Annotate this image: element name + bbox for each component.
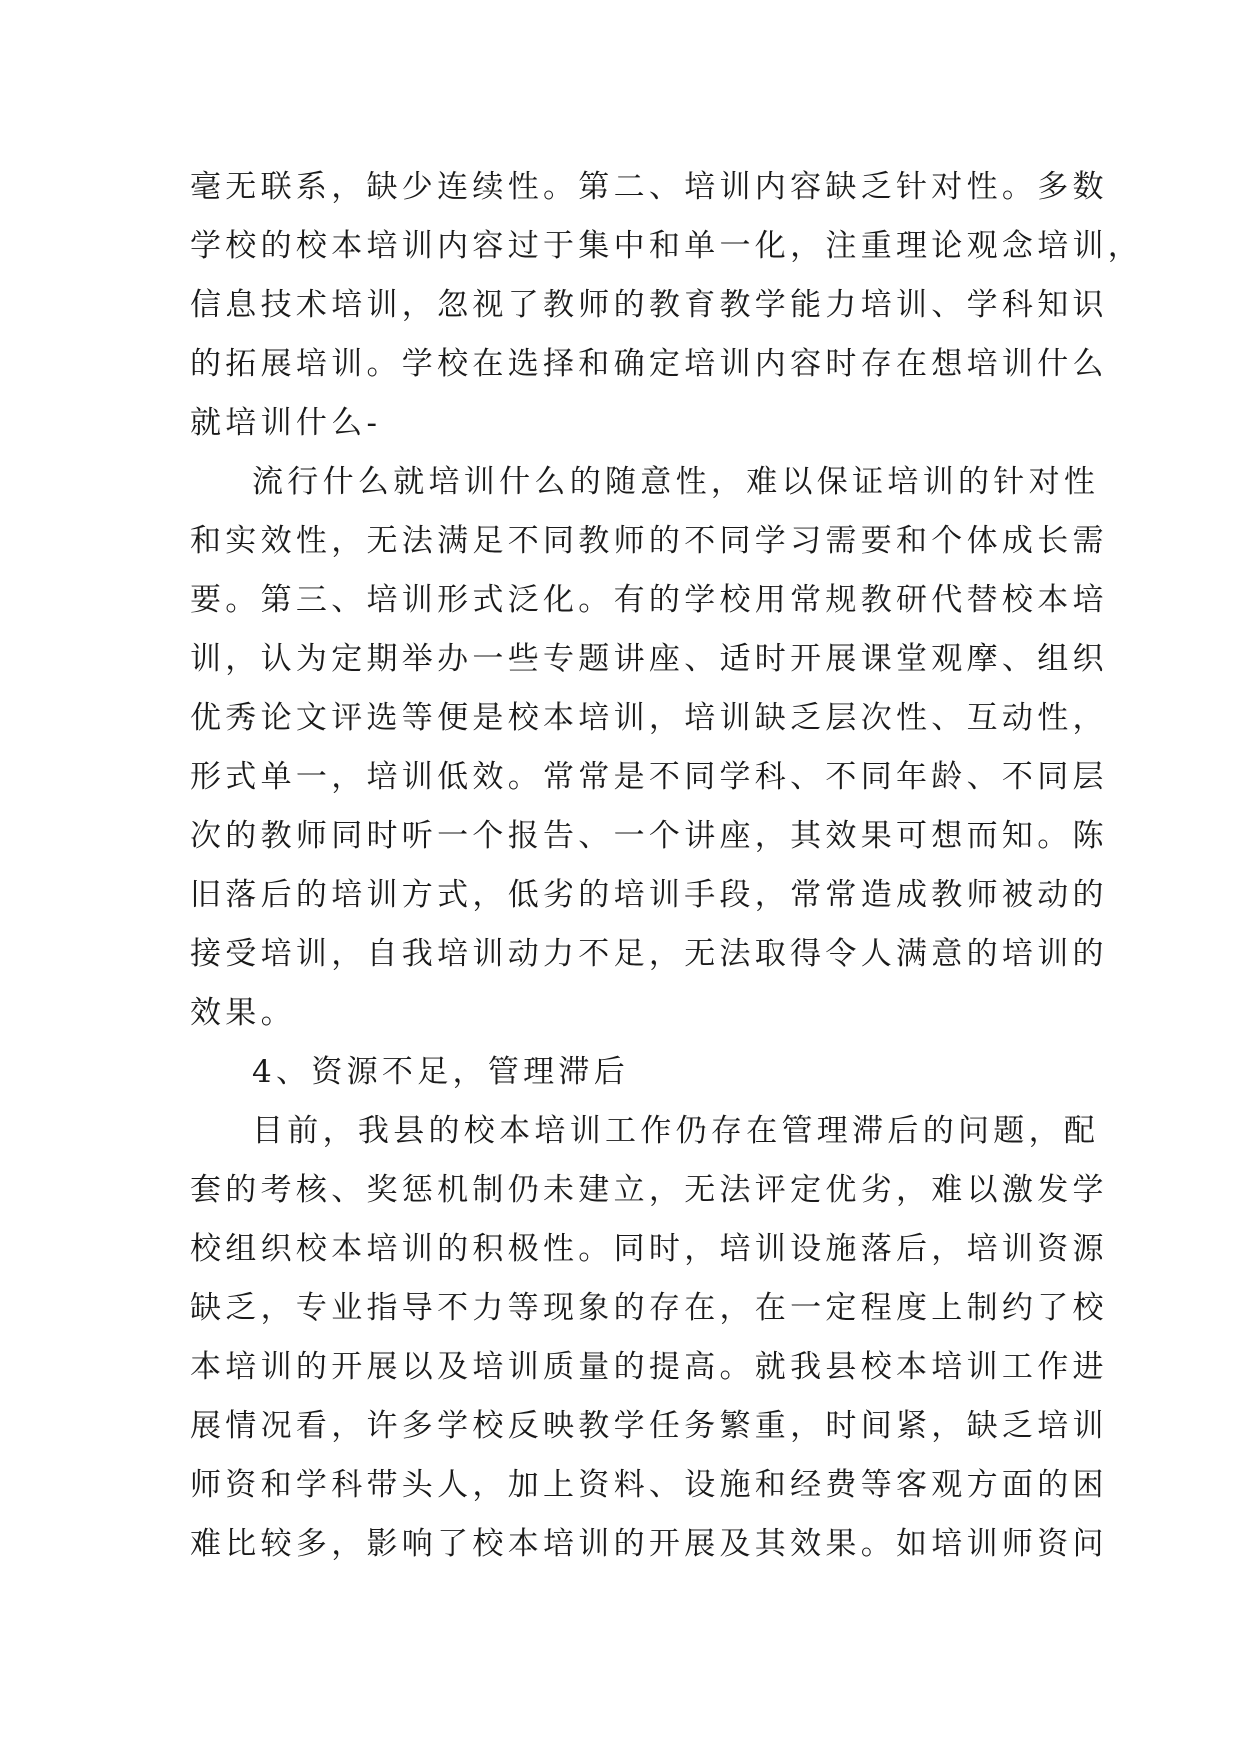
text-line: 和实效性，无法满足不同教师的不同学习需要和个体成长需 xyxy=(190,523,1108,559)
text-line: 难比较多，影响了校本培训的开展及其效果。如培训师资问 xyxy=(190,1526,1108,1562)
text-line: 旧落后的培训方式，低劣的培训手段，常常造成教师被动的 xyxy=(190,877,1108,913)
text-line: 校组织校本培训的积极性。同时，培训设施落后，培训资源 xyxy=(190,1231,1108,1267)
text-line: 展情况看，许多学校反映教学任务繁重，时间紧，缺乏培训 xyxy=(190,1408,1108,1444)
text-line: 接受培训，自我培训动力不足，无法取得令人满意的培训的 xyxy=(190,936,1108,972)
text-line: 学校的校本培训内容过于集中和单一化，注重理论观念培训， xyxy=(190,228,1144,264)
text-line: 要。第三、培训形式泛化。有的学校用常规教研代替校本培 xyxy=(190,582,1108,618)
text-line: 形式单一，培训低效。常常是不同学科、不同年龄、不同层 xyxy=(190,759,1108,795)
text-line: 师资和学科带头人，加上资料、设施和经费等客观方面的困 xyxy=(190,1467,1108,1503)
section-heading: 4、资源不足，管理滞后 xyxy=(252,1054,630,1090)
text-line: 信息技术培训，忽视了教师的教育教学能力培训、学科知识 xyxy=(190,287,1108,323)
body-text xyxy=(190,158,1144,1574)
text-line: 套的考核、奖惩机制仍未建立，无法评定优劣，难以激发学 xyxy=(190,1172,1108,1208)
text-line: 效果。 xyxy=(190,995,296,1031)
text-line: 流行什么就培训什么的随意性，难以保证培训的针对性 xyxy=(252,464,1100,500)
text-line: 本培训的开展以及培训质量的提高。就我县校本培训工作进 xyxy=(190,1349,1108,1385)
text-line: 训，认为定期举办一些专题讲座、适时开展课堂观摩、组织 xyxy=(190,641,1108,677)
text-line: 毫无联系，缺少连续性。第二、培训内容缺乏针对性。多数 xyxy=(190,169,1108,205)
text-line: 次的教师同时听一个报告、一个讲座，其效果可想而知。陈 xyxy=(190,818,1108,854)
text-line: 的拓展培训。学校在选择和确定培训内容时存在想培训什么 xyxy=(190,346,1108,382)
text-line: 就培训什么- xyxy=(190,405,382,441)
text-line: 优秀论文评选等便是校本培训，培训缺乏层次性、互动性， xyxy=(190,700,1108,736)
text-line: 目前，我县的校本培训工作仍存在管理滞后的问题，配 xyxy=(252,1113,1100,1149)
text-line: 缺乏，专业指导不力等现象的存在，在一定程度上制约了校 xyxy=(190,1290,1108,1326)
